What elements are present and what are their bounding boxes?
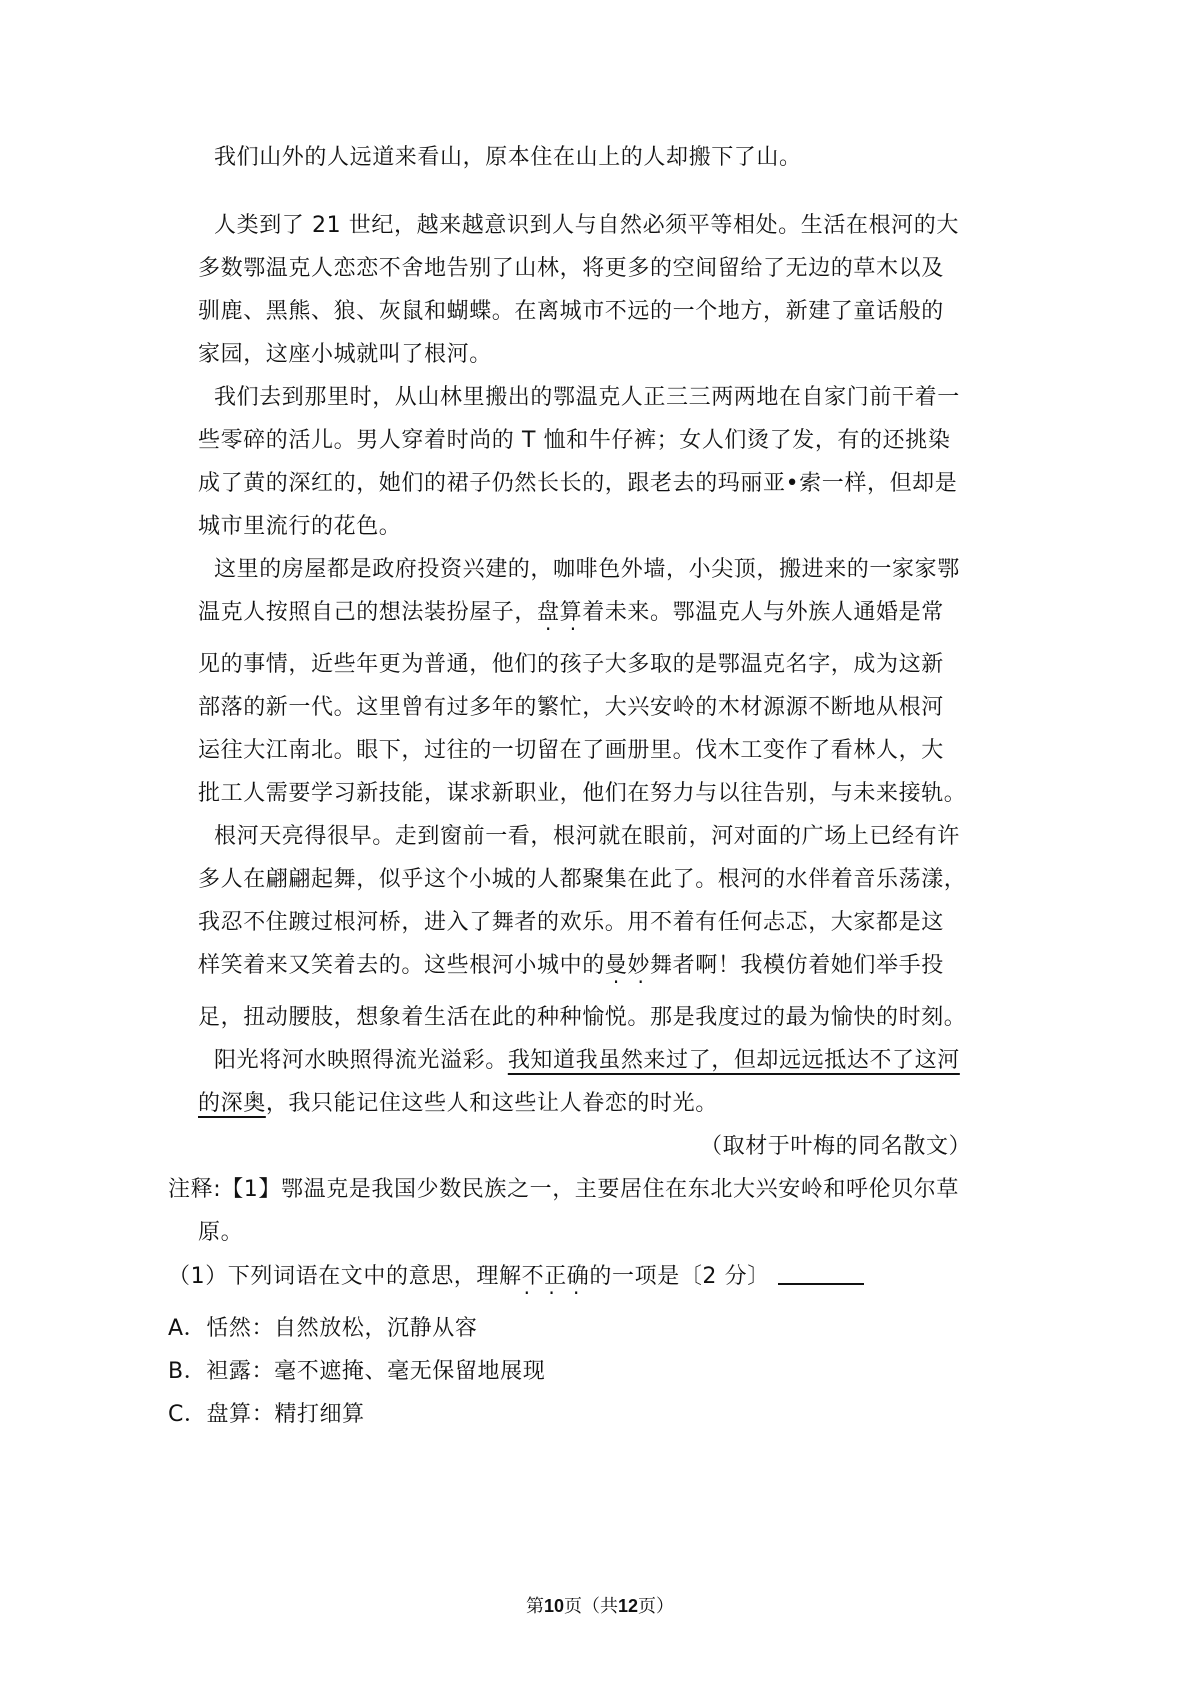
- page-number: 10: [543, 1596, 564, 1616]
- passage-line: 驯鹿、黑熊、狼、灰鼠和蝴蝶。在离城市不远的一个地方，新建了童话般的: [198, 299, 944, 324]
- source-attribution: （取材于叶梅的同名散文）: [700, 1134, 972, 1159]
- passage-line: 多数鄂温克人恋恋不舍地告别了山林，将更多的空间留给了无边的草木以及: [198, 256, 944, 281]
- passage-line: 部落的新一代。这里曾有过多年的繁忙，大兴安岭的木材源源不断地从根河: [198, 695, 944, 720]
- passage-line: 这里的房屋都是政府投资兴建的，咖啡色外墙，小尖顶，搬进来的一家家鄂: [214, 557, 960, 582]
- emphasized-word: 不正确 · · ·: [522, 1262, 590, 1292]
- passage-line: 城市里流行的花色。: [198, 514, 402, 539]
- passage-line: 批工人需要学习新技能，谋求新职业，他们在努力与以往告别，与未来接轨。: [198, 781, 967, 806]
- passage-line: 根河天亮得很早。走到窗前一看，根河就在眼前，河对面的广场上已经有许: [214, 824, 960, 849]
- footnote: 注释:【1】鄂温克是我国少数民族之一，主要居住在东北大兴安岭和呼伦贝尔草: [168, 1177, 960, 1202]
- passage-line: 我们山外的人远道来看山，原本住在山上的人却搬下了山。: [214, 145, 802, 170]
- passage-line: [198, 951, 944, 981]
- text-segment: 样笑着来又笑着去的。这些根河小城中的: [198, 953, 605, 978]
- option-b: B．袒露：毫不遮掩、毫无保留地展现: [168, 1359, 546, 1384]
- emphasized-word: 曼妙 · ·: [605, 951, 650, 981]
- text-segment: 温克人按照自己的想法装扮屋子，: [198, 600, 538, 625]
- passage-line: 我忍不住踱过根河桥，进入了舞者的欢乐。用不着有任何忐忑，大家都是这: [198, 910, 944, 935]
- footnote: 原。: [198, 1220, 244, 1245]
- footer-text: 页（共: [564, 1596, 618, 1617]
- total-pages: 12: [618, 1596, 639, 1616]
- passage-line: 人类到了 21 世纪，越来越意识到人与自然必须平等相处。生活在根河的大: [214, 213, 959, 238]
- passage-line: [214, 1046, 960, 1076]
- question-stem: [168, 1261, 864, 1292]
- option-a: A．恬然：自然放松，沉静从容: [168, 1316, 478, 1341]
- footer-text: 第: [525, 1596, 544, 1617]
- passage-line: 些零碎的活儿。男人穿着时尚的 T 恤和牛仔裤；女人们烫了发，有的还挑染: [198, 428, 951, 453]
- page-footer: [0, 1594, 1200, 1619]
- passage-line: 成了黄的深红的，她们的裙子仍然长长的，跟老去的玛丽亚•索一样，但却是: [198, 471, 958, 496]
- emphasized-word: 盘算 · ·: [537, 598, 582, 628]
- option-c: C．盘算：精打细算: [168, 1402, 365, 1427]
- text-segment: （1）下列词语在文中的意思，理解: [168, 1264, 522, 1289]
- passage-line: [198, 598, 944, 628]
- passage-line: 我们去到那里时，从山林里搬出的鄂温克人正三三两两地在自家门前干着一: [214, 385, 960, 410]
- text-segment: 着未来。鄂温克人与外族人通婚是常: [582, 600, 944, 625]
- passage-line: 见的事情，近些年更为普通，他们的孩子大多取的是鄂温克名字，成为这新: [198, 652, 944, 677]
- passage-line: 家园，这座小城就叫了根河。: [198, 342, 492, 367]
- text-segment: 阳光将河水映照得流光溢彩。: [214, 1048, 508, 1073]
- answer-blank[interactable]: [778, 1261, 864, 1285]
- text-segment: 的一项是〔2 分〕: [589, 1264, 770, 1289]
- passage-line: 多人在翩翩起舞，似乎这个小城的人都聚集在此了。根河的水伴着音乐荡漾，: [198, 867, 967, 892]
- underlined-sentence: 我知道我虽然来过了，但却远远抵达不了这河: [507, 1048, 960, 1073]
- passage-line: 足，扭动腰肢，想象着生活在此的种种愉悦。那是我度过的最为愉快的时刻。: [198, 1005, 967, 1030]
- underlined-sentence: 的深奥: [198, 1091, 266, 1116]
- passage-line: [198, 1089, 718, 1119]
- text-segment: ，我只能记住这些人和这些让人眷恋的时光。: [265, 1091, 718, 1116]
- text-segment: 舞者啊！我模仿着她们举手投: [650, 953, 944, 978]
- footer-text: 页）: [638, 1596, 675, 1617]
- passage-line: 运往大江南北。眼下，过往的一切留在了画册里。伐木工变作了看林人，大: [198, 738, 944, 763]
